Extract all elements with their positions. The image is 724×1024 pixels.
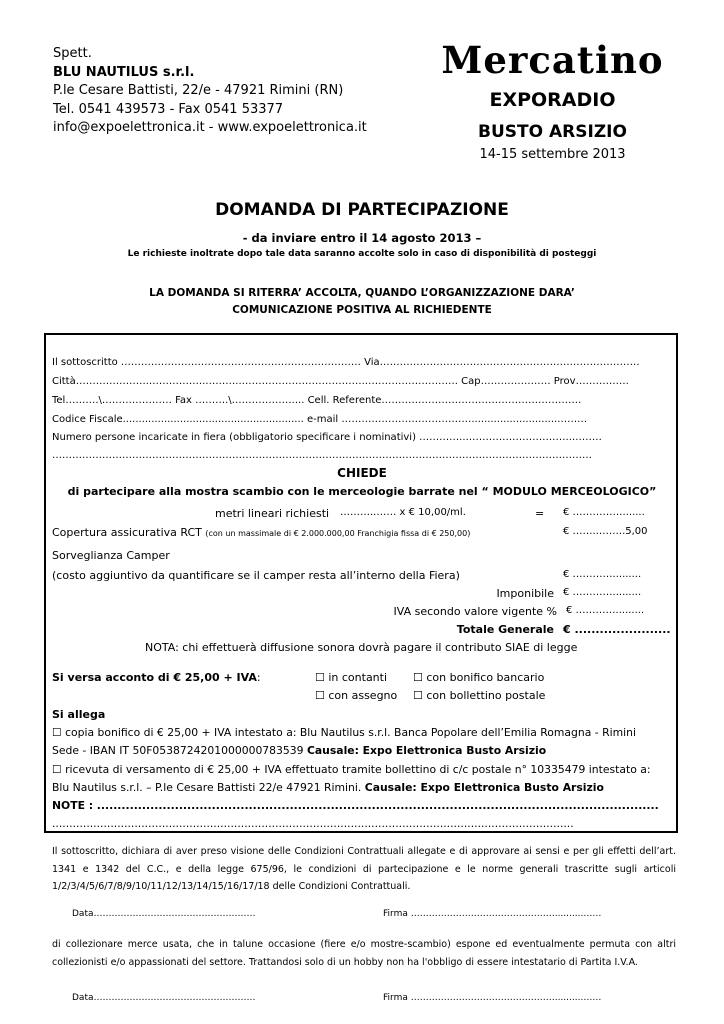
acceptance-line-1: LA DOMANDA SI RITERRA’ ACCOLTA, QUANDO L’ORGANIZZAZIONE DARA’: [149, 287, 575, 299]
signature-field-1[interactable]: Firma …………………………………………..........……: [383, 909, 602, 919]
form-box: [44, 333, 678, 833]
field-dots[interactable]: ………………………………………………………………………………………………………………………………………………: [52, 450, 592, 461]
page-title: DOMANDA DI PARTECIPAZIONE: [215, 200, 509, 220]
causale-bollettino: Causale: Expo Elettronica Busto Arsizio: [364, 781, 604, 794]
collector-text: di collezionare merce usata, che in talune occasione (fiere e/o mostre-scambio) espone ed eventualmente permuta con altri collezionisti e/o appassionati del settore. Trattandosi solo di un hobby non ha l'obbligo di essere intestatario di Partita I.V.A.: [52, 939, 676, 968]
note-field-2[interactable]: ........................................................................................................................................................: [52, 817, 574, 830]
acconto-text: Si versa acconto di € 25,00 + IVA: [52, 671, 257, 684]
date-field-2[interactable]: Data………………………………………………: [72, 993, 256, 1003]
allega-bollettino-line1[interactable]: ☐ ricevuta di versamento di € 25,00 + IVA effettuato tramite bollettino di c/c postale n° 10335479 intestato a:: [52, 763, 651, 776]
chiede-heading: CHIEDE: [337, 466, 387, 480]
siae-note: NOTA: chi effettuerà diffusione sonora dovrà pagare il contributo SIAE di legge: [145, 641, 578, 654]
acceptance-note: [0, 285, 724, 319]
imponibile-value[interactable]: € ………….........: [563, 587, 642, 598]
camper-label: Sorveglianza Camper: [52, 549, 170, 562]
acceptance-line-2: COMUNICAZIONE POSITIVA AL RICHIEDENTE: [232, 304, 492, 316]
deadline: - da inviare entro il 14 agosto 2013 –: [242, 231, 482, 245]
field-persone[interactable]: Numero persone incaricate in fiera (obbligatorio specificare i nominativi) …………..…………………………..………: [52, 432, 602, 443]
metri-label: metri lineari richiesti: [215, 507, 330, 520]
rct-value: € ……..……..5,00: [563, 526, 648, 537]
allega-bonifico-line1[interactable]: ☐ copia bonifico di € 25,00 + IVA intestato a: Blu Nautilus s.r.l. Banca Popolare dell’Emilia Romagna - Rimini: [52, 726, 636, 739]
totale-label: Totale Generale: [456, 623, 554, 636]
field-sottoscritto[interactable]: Il sottoscritto ……………………………………………………………… Via……………………………………………………………………: [52, 357, 640, 368]
acconto-label: [52, 671, 261, 684]
event-dates: 14-15 settembre 2013: [479, 147, 626, 162]
sender-greeting: Spett.: [53, 46, 92, 61]
event-subtitle: EXPORADIO: [489, 89, 616, 111]
sender-web: info@expoelettronica.it - www.expoelettronica.it: [53, 120, 367, 135]
camper-note: (costo aggiuntivo da quantificare se il camper resta all’interno della Fiera): [52, 569, 460, 582]
rct-row: [52, 526, 470, 539]
date-field-1[interactable]: Data………………………………………………: [72, 909, 256, 919]
option-assegno[interactable]: ☐ con assegno: [315, 689, 398, 702]
iban: Sede - IBAN IT 50F0538724201000000783539: [52, 744, 307, 757]
field-tel[interactable]: Tel……….\………………… Fax ……….\……………….... Cell. Referente……………………………………………………: [52, 395, 582, 406]
allega-bollettino-line2: [52, 781, 604, 794]
iva-label: IVA secondo valore vigente %: [393, 605, 557, 618]
metri-equals: =: [535, 507, 545, 520]
note-field[interactable]: NOTE : .........................................................................................................................................: [52, 799, 659, 812]
rct-label: Copertura assicurativa RCT: [52, 526, 202, 539]
event-title: Mercatino: [441, 38, 664, 82]
metri-value[interactable]: € …………….......: [563, 507, 645, 518]
sender-address: P.le Cesare Battisti, 22/e - 47921 Rimini (RN): [53, 83, 344, 98]
allega-heading: Si allega: [52, 708, 106, 721]
causale-bonifico: Causale: Expo Elettronica Busto Arsizio: [306, 744, 547, 757]
signature-field-2[interactable]: Firma …………………………………………..........……: [383, 993, 602, 1003]
field-citta[interactable]: Città………………….……………..………..……………………………….………………………. Cap………………… Prov…………….: [52, 376, 629, 387]
chiede-text: di partecipare alla mostra scambio con le merceologie barrate nel “ MODULO MERCEOLOGICO”: [67, 485, 657, 498]
sender-company: BLU NAUTILUS s.r.l.: [53, 64, 195, 80]
event-city: BUSTO ARSIZIO: [478, 122, 627, 142]
totale-value[interactable]: € .......................: [563, 623, 671, 636]
option-contanti[interactable]: ☐ in contanti: [315, 671, 388, 684]
field-codice-fiscale[interactable]: Codice Fiscale......................................................... e-mail …………………………………...........................………: [52, 414, 588, 425]
sender-phone: Tel. 0541 439573 - Fax 0541 53377: [53, 101, 284, 117]
option-bonifico[interactable]: ☐ con bonifico bancario: [413, 671, 545, 684]
sender-block: [53, 45, 367, 138]
camper-value[interactable]: € ………….........: [563, 569, 642, 580]
imponibile-label: Imponibile: [496, 587, 554, 600]
late-note: Le richieste inoltrate dopo tale data saranno accolte solo in caso di disponibilità di posteggi: [127, 249, 597, 259]
rct-note: (con un massimale di € 2.000.000,00 Franchigia fissa di € 250,00): [205, 529, 471, 538]
allega-bonifico-line2: [52, 744, 546, 757]
option-bollettino[interactable]: ☐ con bollettino postale: [413, 689, 546, 702]
declaration-text: Il sottoscritto, dichiara di aver preso visione delle Condizioni Contrattuali allegate e di approvare ai sensi e per gli effetti dell’art. 1341 e 1342 del C.C., e della legge 675/96, le condizioni di partecipazione e le norme generali trascritte sugli articoli 1/2/3/4/5/6/7/8/9/10/11/12/13/14/15/16/17/18 delle Condizioni Contrattuali.: [52, 846, 676, 892]
iva-value[interactable]: € ………….........: [566, 605, 645, 616]
acconto-colon: :: [256, 671, 261, 684]
metri-field[interactable]: ………..…… x € 10,00/ml.: [340, 507, 466, 518]
bollettino-address: Blu Nautilus s.r.l. – P.le Cesare Battisti 22/e 47921 Rimini.: [52, 781, 365, 794]
